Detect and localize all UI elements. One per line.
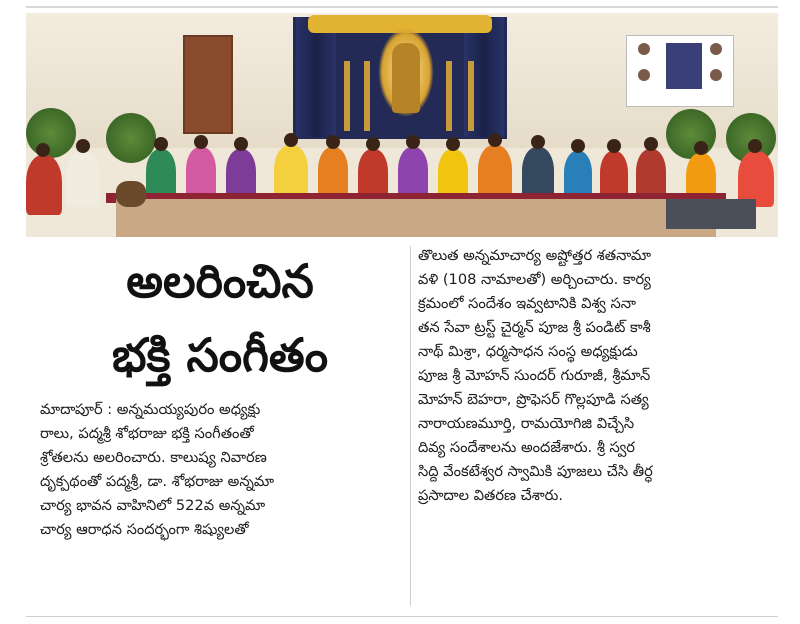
photo-person-head xyxy=(284,133,298,147)
photo-person-head xyxy=(194,135,208,149)
photo-person-head xyxy=(326,135,340,149)
photo-person xyxy=(146,149,176,199)
body-line: నాథ్ మిశ్రా, ధర్మసాధన సంస్థ అధ్యక్షుడు xyxy=(418,343,638,360)
body-line: దృక్పథంతో పద్మశ్రీ, డా. శోభరాజు అన్నమా xyxy=(40,473,275,490)
article-headline xyxy=(40,244,400,392)
photo-person xyxy=(66,151,100,207)
photo-person-head xyxy=(571,139,585,153)
photo-person-head xyxy=(366,137,380,151)
photo-person xyxy=(478,145,512,199)
event-photo xyxy=(26,13,778,237)
photo-person-head xyxy=(36,143,50,157)
article-body-right xyxy=(418,244,778,508)
body-line: శ్రోతలను అలరించారు. కాలుష్య నివారణ xyxy=(40,449,267,466)
body-line: తన సేవా ట్రస్ట్ చైర్మన్ పూజ శ్రీ పండిట్ కాశీ xyxy=(418,319,651,336)
photo-person xyxy=(186,147,216,197)
photo-person-head xyxy=(76,139,90,153)
photo-door xyxy=(183,35,233,134)
photo-carpet xyxy=(116,199,716,237)
top-rule xyxy=(26,6,778,8)
body-line: క్రమంలో సందేశం ఇవ్వటానికి విశ్వ సనా xyxy=(418,295,636,312)
bottom-rule xyxy=(26,616,778,617)
photo-lamp xyxy=(364,61,370,131)
body-line: మోహన్ బెహరా, ప్రొఫెసర్ గొల్లపూడి సత్య xyxy=(418,391,649,408)
photo-person xyxy=(26,155,62,215)
photo-tabla-drum xyxy=(116,181,146,207)
photo-poster-portrait xyxy=(638,43,650,55)
photo-person-head xyxy=(531,135,545,149)
photo-lamp xyxy=(344,61,350,131)
headline-line-1: అలరించిన xyxy=(126,254,314,308)
body-line: వళి (108 నామాలతో) అర్చించారు. కార్య xyxy=(418,271,651,288)
photo-person xyxy=(318,147,348,197)
photo-person-head xyxy=(234,137,248,151)
body-line: తొలుత అన్నమాచార్య అష్టోత్తర శతనామా xyxy=(418,247,651,264)
photo-lamp xyxy=(446,61,452,131)
body-line: మాదాపూర్ : అన్నమయ్యపురం అధ్యక్షు xyxy=(40,401,261,418)
photo-person-head xyxy=(446,137,460,151)
photo-person xyxy=(600,151,628,199)
body-line: నారాయణమూర్తి, రామయోగిజి విచ్చేసి xyxy=(418,415,635,432)
body-line: పూజ శ్రీ మోహన్ సుందర్ గురూజీ, శ్రీమాన్ xyxy=(418,367,651,384)
photo-poster-image xyxy=(666,43,702,89)
photo-poster-portrait xyxy=(710,43,722,55)
photo-person-head xyxy=(748,139,762,153)
photo-person xyxy=(438,149,468,199)
photo-person-head xyxy=(488,133,502,147)
headline-line-2: భక్తి సంగీతం xyxy=(111,328,329,382)
body-line: చార్య ఆరాధన సందర్భంగా శిష్యులతో xyxy=(40,521,249,538)
photo-person xyxy=(274,145,308,199)
photo-person-head xyxy=(406,135,420,149)
photo-person xyxy=(636,149,666,199)
photo-poster-portrait xyxy=(710,69,722,81)
photo-deity-idol xyxy=(392,43,420,113)
photo-curtain-left xyxy=(296,17,336,137)
article-body-left xyxy=(40,398,406,542)
photo-person-head xyxy=(607,139,621,153)
photo-poster-portrait xyxy=(638,69,650,81)
photo-person xyxy=(358,149,388,199)
photo-person xyxy=(226,149,256,199)
column-divider xyxy=(410,246,411,606)
photo-person-head xyxy=(644,137,658,151)
photo-lamp xyxy=(468,61,474,131)
body-line: దివ్య సందేశాలను అందజేశారు. శ్రీ స్వర xyxy=(418,439,635,456)
photo-person-head xyxy=(154,137,168,151)
body-line: సిద్ది వేంకటేశ్వర స్వామికి పూజలు చేసి తీర్ధ xyxy=(418,463,653,480)
photo-person-head xyxy=(694,141,708,155)
body-line: రాలు, పద్మశ్రీ శోభరాజు భక్తి సంగీతంతో xyxy=(40,425,254,442)
photo-person xyxy=(522,147,554,199)
body-line: ప్రసాదాల వితరణ చేశారు. xyxy=(418,487,563,504)
photo-harmonium xyxy=(666,199,756,229)
body-line: చార్య భావన వాహినిలో 522వ అన్నమా xyxy=(40,497,266,514)
photo-person xyxy=(564,151,592,199)
photo-person xyxy=(398,147,428,197)
